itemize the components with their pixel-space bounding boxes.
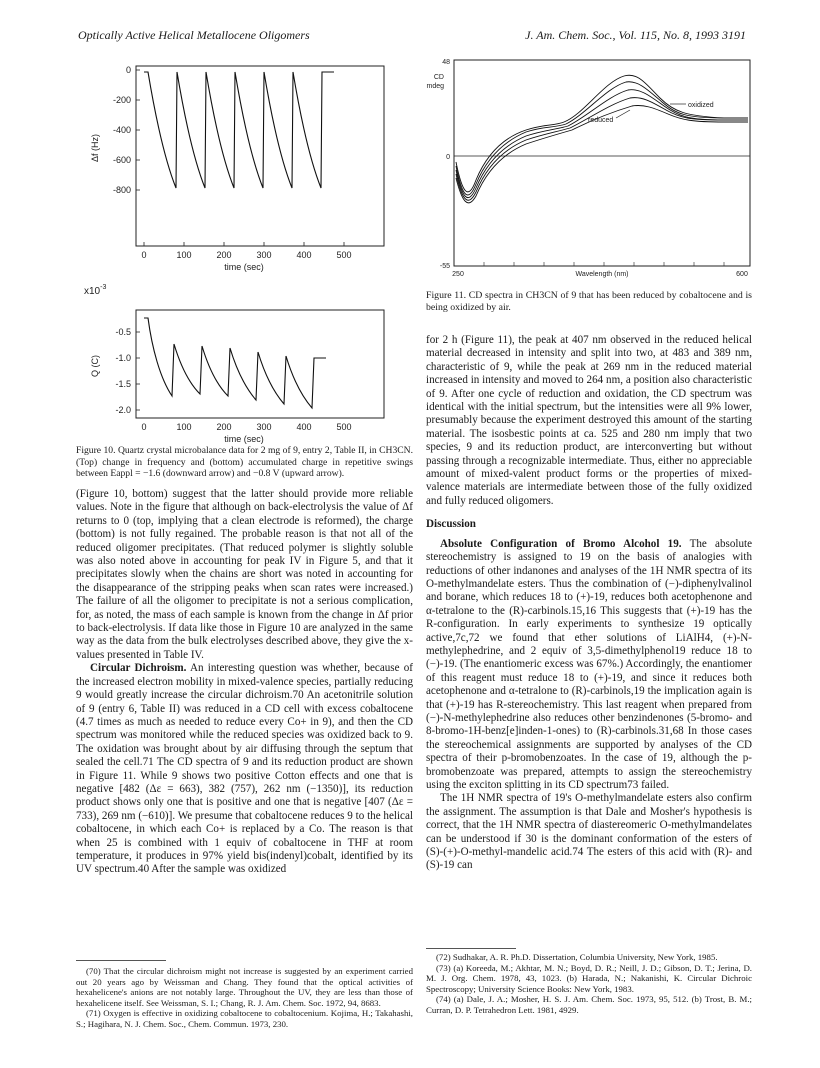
footnote: (72) Sudhakar, A. R. Ph.D. Dissertation, Columbia University, New York, 1985. [436,952,718,962]
running-header-title: Optically Active Helical Metallocene Oligomers [78,28,310,42]
fig11-label-oxidized: oxidized [688,102,714,109]
fig11-ytick-zero: 0 [446,154,450,161]
fig11-ylabel-mdeg: mdeg [426,83,444,90]
fig10-bottom-ytick: -1.5 [115,379,131,389]
fig10-bottom-xtick: 100 [176,422,192,432]
footnote: (70) That the circular dichroism might not increase is suggested by an experiment carried out 20 years ago by Weissman and Chang. They found that the optical activities of hexahelicene's anions are not notably large. Throughout the UV, they are less than those of hexahelicene itself. See Weissman, S. I.; Chang, R. J. Am. Chem. Soc. 1972, 94, 8683. [76,966,413,1008]
paragraph: (Figure 10, bottom) suggest that the latter should provide more reliable values. Note in the figure that although on back-electrolysis the value of Δf returns to 0 (top, implying that a clean electrode is reformed), the charge (bottom) is not fully regained. The probable reason is that not all of the reduced oligomer precipitates. (That reduced polymer is slightly soluble was also noted above in accounting for peak IV in Figure 5, and that it precipitates slowly when the chains are short was noted in accounting for the disappearance of the stripping peaks when scan rates were increased.) The failure of all the oligomer to precipitate is not a serious complication, for, as noted, the mass of each sample is known from the change in Δf prior to back-electrolysis. If data like those in Figure 10 are analyzed in the same way as the data from the bulk electrolyses described above, they give the x-values presented in Table IV. [76,488,413,661]
figure-10 [76,48,406,428]
footnotes-right [426,952,752,1016]
fig10-top-xtick: 200 [216,250,232,260]
figure-11 [424,52,756,282]
footnotes-left [76,966,413,1030]
paragraph [76,662,413,877]
fig10-bottom-xtick: 200 [216,422,232,432]
fig10-top-ytick: -200 [112,95,131,105]
run-in-heading: Circular Dichroism. [90,662,187,675]
run-in-heading: Absolute Configuration of Bromo Alcohol 19. [440,537,682,550]
footnote: (73) (a) Koreeda, M.; Akhtar, M. N.; Boyd, D. R.; Neill, J. D.; Gibson, D. T.; Jerina, D. M. J. Org. Chem. 1978, 43, 1023. (b) Harada, N.; Nakanishi, K. Circular Dichroic Spectroscopy; University Science Books: New York, 1983. [426,962,752,994]
section-heading: Discussion [426,518,476,531]
footnote-rule-left [76,960,166,961]
fig11-label-reduced: reduced [588,117,614,124]
right-column [426,334,752,873]
fig10-bottom-ylabel: Q (C) [90,355,100,377]
fig11-reduced-pointer [616,110,630,118]
fig11-ylabel-cd: CD [433,74,444,81]
fig11-spectrum-2 [456,82,748,195]
fig10-top-xtick: 400 [296,250,312,260]
paragraph: for 2 h (Figure 11), the peak at 407 nm observed in the reduced helical material decreased in intensity and split into two, at 483 and 389 nm, characteristic of 9, while the peak at 269 nm in the reduced material increased in intensity and moved to 264 nm, a position also characteristic of 9. After one cycle of reduction and oxidation, the CD spectrum was identical with the initial spectrum, but the intensities were all 9% lower, presumably because the experiment destroyed this amount of the starting material. The isosbestic points at ca. 525 and 280 nm imply that two species, 9 and its reduction product, are interconverting but without passing through a recognizable intermediate. Thus, either no appreciable amount of mixed-valent product forms or the properties of mixed-valence materials are intermediate between those of the fully oxidized and fully reduced oligomers. [426,334,752,507]
fig10-bottom-ytick: -0.5 [115,327,131,337]
fig10-top-xtick: 300 [256,250,272,260]
fig11-xtick-left: 250 [452,271,464,278]
fig10-bottom-yticks [115,327,131,415]
fig11-xlabel: Wavelength (nm) [575,271,629,278]
fig10-bottom-ytick: -1.0 [115,353,131,363]
fig10-top-xtick: 100 [176,250,192,260]
footnote-rule-right [426,948,516,949]
fig10-bottom-xtick: 300 [256,422,272,432]
paragraph-text: The absolute stereochemistry is assigned to 19 on the basis of analogies with reductions of other indanones and analyses of the 1H NMR spectra of its O-methylmandelate esters. Thus the combination of (−)-diphenylvalinol and borane, which reduces 18 to (+)-19, reduces both acetophenone and α-tetralone to the (R)-carbinols.15,16 This suggests that (+)-19 has the R-configuration. In early experiments to synthesize 19 optically active,7c,72 we found that ether solutions of LiAlH4, (+)-N-methylephedrine, and 2 equiv of 3,5-dimethylphenol19 reduce 18 to (−)-19. (The enantiomeric excess was 67%.) Accordingly, the enantiomer of this reagent must reduce 18 to (+)-19, and since it reduces both acetophenone and α-tetralone to (R)-carbinols,19 the implication again is that (+)-19 has R-stereochemistry. This last reagent when prepared from (−)-N-methylephedrine also reduces other benzindenones (5-bromo- and 8-bromo-1H-benz[e]inden-1-ones) to (R)-carbinols.31,68 In those cases the stereochemical assignments are supported by analyses of the CD spectra of their p-bromobenzoates. In the case of 19, although the p-bromobenzoate was prepared, attempts to assign the stereochemistry using the exciton splitting in its CD spectrum73 failed. [426,537,752,791]
figure-10-caption: Figure 10. Quartz crystal microbalance data for 2 mg of 9, entry 2, Table II, in CH3CN. (Top) change in frequency and (bottom) accumulated charge in repetitive swings between Eappl = −1.6 (downward arrow) and −0.8 V (upward arrow). [76,445,413,480]
fig11-ytick-bottom: -55 [439,263,450,270]
fig10-bottom-multiplier: $x10^{-3}$ [84,284,107,297]
fig10-top-xticks [141,250,351,260]
footnote: (74) (a) Dale, J. A.; Mosher, H. S. J. Am. Chem. Soc. 1973, 95, 512. (b) Trost, B. M.; Curran, D. P. Tetrahedron Lett. 1981, 4929. [426,994,752,1015]
fig10-top-ytick: -400 [112,125,131,135]
fig10-bottom-xticks [141,422,351,432]
figure-10-bottom-xaxis [76,418,406,448]
fig10-top-ytick: -800 [112,185,131,195]
fig10-top-xlabel: time (sec) [224,262,264,272]
fig10-top-ylabel: Δf (Hz) [90,133,100,163]
fig10-top-yticks [113,65,131,195]
fig11-xtick-right: 600 [736,271,748,278]
fig10-top-frame [136,66,384,246]
fig10-bottom-xtick: 0 [141,422,147,432]
paragraph: The 1H NMR spectra of 19's O-methylmandelate esters also confirm the assignment. The assumption is that Dale and Mosher's hypothesis is correct, that the 1H NMR spectra of diastereomeric O-methylmandelates can be understood if 30 is the dominant conformation of the esters of (S)-(+)-O-methyl-mandelic acid.74 The esters of this acid with (R)- and (S)-19 can [426,792,752,872]
paragraph-text: An interesting question was whether, because of the increased electron mobility in mixed-valence species, partially reducing 9 would greatly increase the circular dichroism.70 An acetonitrile solution of 9 (entry 6, Table II) was reduced in a CD cell with excess cobaltocene (4.7 times as much as needed to reduce every Co+ in 9), and then the CD spectrum was monitored while the reduced species was oxidized back to 9. The oxidation was brought about by air diffusing through the septum that sealed the cell.71 The CD spectra of 9 and its reduction product are shown in Figure 11. While 9 shows two positive Cotton effects and one that is negative [482 (Δε = 663), 382 (757), 262 nm (−1350)], its reduction product shows only one that is positive and one that is negative [407 (Δε = 733), 269 nm (−610)]. We presume that cobaltocene reduces 9 to the helical cobaltocene, in which each Co+ is replaced by a Co. The reason is that when 25 is combined with 1 equiv of cobaltocene in THF at room temperature, it produces in 97% yield bis(indenyl)cobalt, identified by its UV spectrum.40 After the sample was oxidized [76,662,413,876]
left-column [76,488,413,877]
fig11-spectra [456,75,748,203]
fig10-bottom-xtick: 500 [336,422,352,432]
fig10-bottom-xlabel: time (sec) [224,434,264,444]
fig11-ytick-top: 48 [442,59,450,66]
fig10-bottom-trace [144,318,326,408]
footnote: (71) Oxygen is effective in oxidizing cobaltocene to cobaltocenium. Kojima, H.; Takahashi, S.; Hagihara, N. J. Chem. Soc., Chem. Commun. 1973, 230. [76,1008,413,1029]
fig10-top-ytick: -600 [112,155,131,165]
figure-11-caption: Figure 11. CD spectra in CH3CN of 9 that has been reduced by cobaltocene and is being oxidized by air. [426,290,752,313]
fig10-bottom-ytick: -2.0 [115,405,131,415]
fig11-spectrum-oxidized [456,75,748,192]
fig10-bottom-xtick: 400 [296,422,312,432]
fig10-top-ytick: 0 [125,65,131,75]
paragraph [426,538,752,793]
fig10-top-trace [144,72,334,188]
running-header-journal: J. Am. Chem. Soc., Vol. 115, No. 8, 1993 3191 [525,28,746,42]
fig10-top-xtick: 0 [141,250,147,260]
fig10-top-xtick: 500 [336,250,352,260]
